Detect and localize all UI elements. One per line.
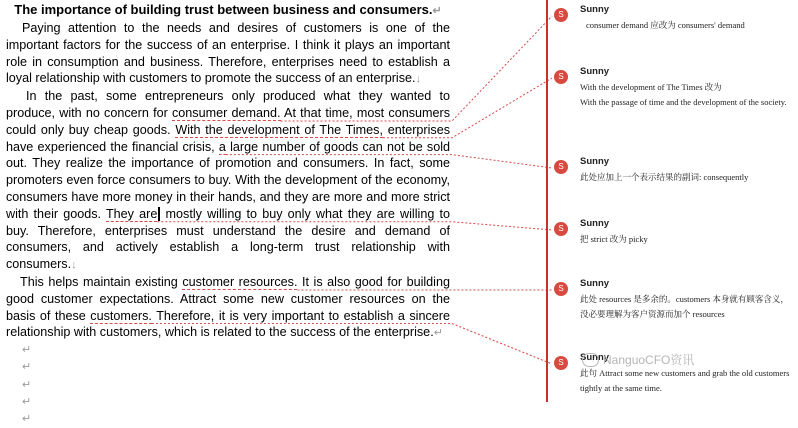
comment-line: With the passage of time and the development of the society. bbox=[580, 95, 792, 110]
comment-text bbox=[580, 232, 792, 247]
avatar: S bbox=[554, 160, 568, 174]
avatar: S bbox=[554, 282, 568, 296]
comment-anchor-they-are[interactable]: They are bbox=[106, 207, 157, 222]
comment-line: With the development of The Times 改为 bbox=[580, 80, 792, 95]
paragraph-mark-icon: ↵ bbox=[433, 5, 442, 17]
connector-line-1 bbox=[281, 16, 552, 121]
comment-anchor-customer-resources[interactable]: customer resources. bbox=[182, 275, 297, 290]
p3-text-1: This helps maintain existing bbox=[20, 275, 182, 289]
empty-paragraph-mark-icon: ↵ bbox=[6, 411, 450, 428]
avatar: S bbox=[554, 70, 568, 84]
comment-line: 此处应加上一个表示结果的副词: consequently bbox=[580, 170, 792, 185]
comment-line: 把 strict 改为 picky bbox=[580, 232, 792, 247]
comment-author: Sunny bbox=[580, 218, 609, 229]
comment-author: Sunny bbox=[580, 4, 609, 15]
watermark bbox=[582, 351, 694, 368]
comment-anchor-customers[interactable]: customers. bbox=[90, 309, 152, 324]
comment-text bbox=[580, 80, 792, 110]
comment-text bbox=[580, 292, 792, 322]
connector-line-6 bbox=[152, 324, 552, 364]
line-break-mark-icon: ↓ bbox=[71, 259, 77, 271]
p3-text-2: It is also good for building good customer expectations. Attract some new customer resources on the basis of these bbox=[6, 275, 450, 323]
title-text: The importance of building trust between business and consumers. bbox=[14, 2, 432, 17]
empty-paragraph-mark-icon: ↵ bbox=[6, 359, 450, 376]
line-break-mark-icon: ↓ bbox=[416, 73, 422, 85]
p3-text-3: Therefore, it is very important to establish a sincere relationship with customers, which is related to the success of the enterprise. bbox=[6, 309, 450, 340]
empty-paragraph-mark-icon: ↵ bbox=[6, 394, 450, 411]
comment-anchor-development-times[interactable]: With the development of The Times, bbox=[175, 123, 383, 138]
comment-author: Sunny bbox=[580, 352, 609, 363]
p2-text-1: In the past, some entrepreneurs only produced what they wanted to produce, with no concern for bbox=[6, 89, 450, 120]
p2-text-4: large number of goods can not be sold out. They realize the importance of promotion and consumers. In fact, some promoters even force consumers to buy. With the development of the economy, consumers have more money in their hands, and they are more and more strict with their goods. bbox=[6, 140, 450, 221]
comment-author: Sunny bbox=[580, 156, 609, 167]
comment-anchor-a[interactable]: a bbox=[219, 140, 226, 155]
p2-text-2: At that time, most consumers could only buy cheap goods. bbox=[6, 106, 450, 137]
comment-line: 此句 Attract some new customers and grab the old customers tightly at the same time. bbox=[580, 366, 792, 396]
p2-text-3: enterprises have experienced the financial crisis, bbox=[6, 123, 450, 154]
comment-text bbox=[580, 18, 792, 33]
avatar: S bbox=[554, 8, 568, 22]
p2-text-5: mostly willing to buy only what they are willing to buy. Therefore, enterprises must understand the desire and demand of consumers, and actively establish a long-term trust relationship with consumers. bbox=[6, 207, 450, 271]
connector-line-4 bbox=[157, 222, 552, 230]
watermark-text: NanguoCFO资讯 bbox=[603, 353, 694, 367]
comment-pane bbox=[548, 0, 798, 402]
avatar: S bbox=[554, 356, 568, 370]
paragraph-mark-icon: ↵ bbox=[434, 327, 443, 339]
empty-paragraph-mark-icon: ↵ bbox=[6, 377, 450, 394]
avatar: S bbox=[554, 222, 568, 236]
connector-line-3 bbox=[226, 155, 552, 168]
comment-line: consumer demand 应改为 consumers' demand bbox=[580, 18, 792, 33]
comment-author: Sunny bbox=[580, 66, 609, 77]
empty-paragraph-mark-icon: ↵ bbox=[6, 342, 450, 359]
comment-anchor-consumer-demand[interactable]: consumer demand. bbox=[172, 106, 281, 121]
comment-author: Sunny bbox=[580, 278, 609, 289]
chat-bubble-icon bbox=[582, 353, 599, 367]
comment-line: 此处 resources 是多余的。customers 本身就有顾客含义，没必要理解为客户资源而加个 resources bbox=[580, 292, 792, 322]
comment-text bbox=[580, 170, 792, 185]
paragraph-1-text: Paying attention to the needs and desires of customers is one of the important factors for the success of an enterprise. I think it plays an important role in consumption and business. Therefore, enterprises need to establish a loyal relationship with customers to promote the success of an enterprise. bbox=[6, 21, 450, 85]
connector-line-2 bbox=[383, 78, 552, 138]
comment-text bbox=[580, 366, 792, 396]
